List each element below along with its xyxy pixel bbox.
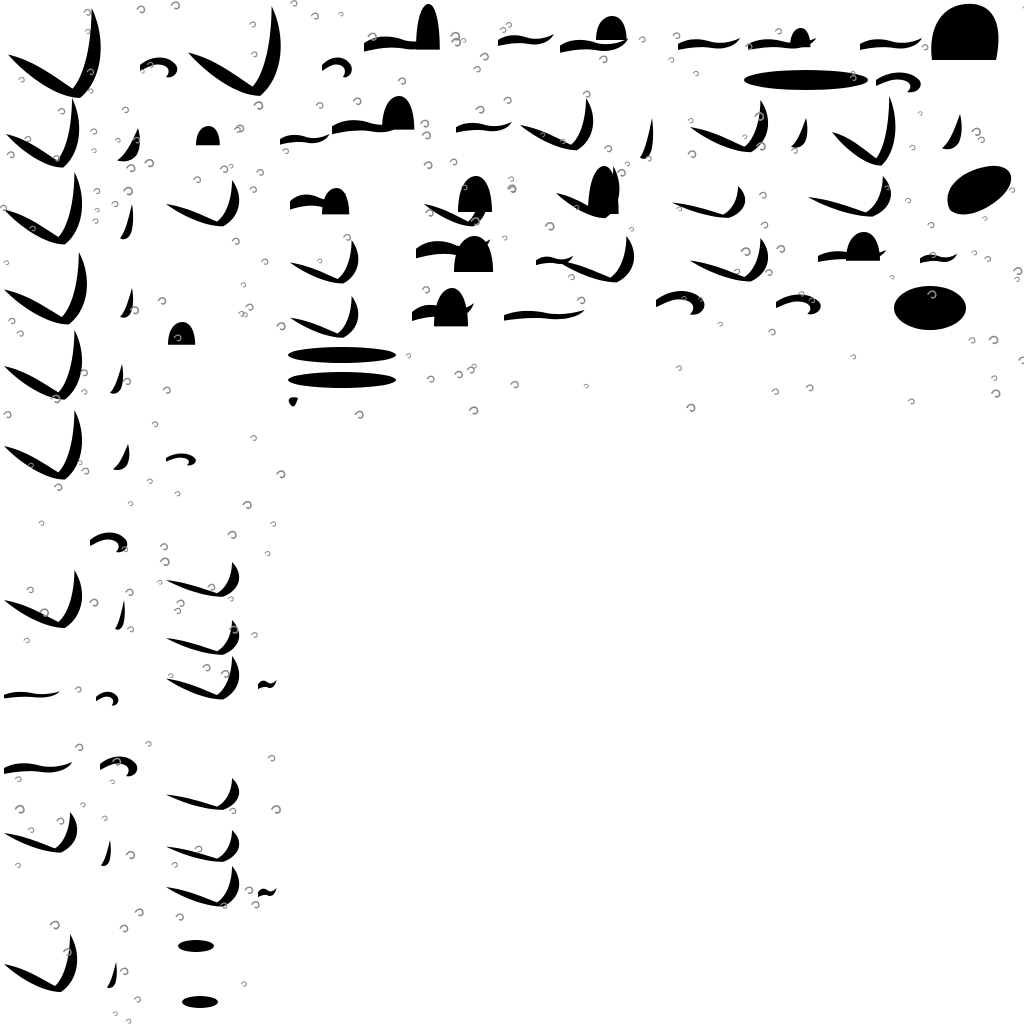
speck-curl <box>80 803 85 807</box>
inner-column <box>166 562 277 1008</box>
top-row-strip <box>8 4 998 98</box>
speck-curl <box>928 223 934 228</box>
speck-curl <box>455 371 462 377</box>
speck-curl <box>283 149 289 154</box>
speck-curl <box>113 1012 117 1016</box>
speck-curl <box>646 156 652 161</box>
speck-curl <box>272 806 280 813</box>
speck-curl <box>95 208 99 212</box>
large-blob-top <box>931 4 998 60</box>
speck-curl <box>600 56 607 62</box>
speck-curl <box>568 275 574 280</box>
speck-curl <box>991 376 996 380</box>
speck-curl <box>15 863 20 867</box>
speck-curl <box>890 275 894 279</box>
speck-curl <box>251 436 257 441</box>
speck-curl <box>152 422 158 427</box>
speck-curl <box>474 67 480 72</box>
speck-curl <box>257 170 264 175</box>
speck-curl <box>693 71 698 75</box>
speck-curl <box>918 112 922 116</box>
speck-curl <box>232 238 239 244</box>
speck-curl <box>175 492 180 496</box>
speck-curl <box>669 58 674 62</box>
speck-curl <box>203 665 210 671</box>
speck-curl <box>157 580 162 584</box>
disc-top <box>744 70 868 90</box>
speck-curl <box>265 551 270 555</box>
speck-curl <box>252 902 259 908</box>
left-column <box>4 410 196 992</box>
speck-curl <box>25 137 31 142</box>
speck-curl <box>220 166 227 172</box>
speck-curl <box>344 235 351 241</box>
speck-curl <box>7 152 14 158</box>
speck-curl <box>734 269 739 274</box>
speck-curl <box>353 98 360 104</box>
speck-curl <box>4 412 11 418</box>
speck-curl <box>163 387 170 393</box>
speck-curl <box>50 922 59 929</box>
speck-curl <box>908 399 914 404</box>
speck-curl <box>583 91 590 97</box>
speck-curl <box>508 177 513 181</box>
speck-curl <box>577 297 584 303</box>
speck-curl <box>509 187 516 193</box>
speck-curl <box>1014 277 1019 281</box>
speck-curl <box>277 323 285 330</box>
speck-curl <box>422 287 429 293</box>
speck-curl <box>127 165 135 172</box>
speck-curl <box>262 259 268 264</box>
speck-curl <box>765 270 772 276</box>
speck-curl <box>268 755 275 760</box>
speck-curl <box>450 159 457 164</box>
speck-curl <box>989 336 997 343</box>
speck-curl <box>120 968 127 974</box>
speck-curl <box>15 777 21 782</box>
speck-curl <box>467 367 474 373</box>
speck-curl <box>972 128 980 135</box>
speck-curl <box>676 366 681 370</box>
speck-curl <box>82 390 87 394</box>
speck-curl <box>791 148 797 153</box>
speck-curl <box>54 484 61 490</box>
speck-curl <box>229 164 233 168</box>
speck-curl <box>39 521 44 525</box>
speck-curl <box>24 638 29 642</box>
speck-curl <box>124 188 132 195</box>
speck-curl <box>398 78 405 84</box>
speck-curl <box>688 151 695 157</box>
speck-curl <box>639 37 645 42</box>
speck-curl <box>291 1 297 6</box>
speck-curl <box>355 411 363 417</box>
speck-curl <box>910 145 915 149</box>
speck-curl <box>85 29 90 33</box>
speck-curl <box>160 544 167 550</box>
speck-curl <box>277 471 285 478</box>
speck-curl <box>511 382 518 388</box>
speck-curl <box>1009 188 1014 192</box>
speck-curl <box>1019 357 1024 363</box>
speck-curl <box>140 70 144 74</box>
speck-curl <box>120 925 128 931</box>
speck-curl <box>983 217 987 221</box>
speck-curl <box>461 38 466 42</box>
speck-curl <box>177 600 184 606</box>
speck-curl <box>115 138 120 142</box>
speck-curl <box>208 584 215 590</box>
speck-curl <box>230 808 236 813</box>
speck-curl <box>316 103 323 108</box>
speck-curl <box>584 384 588 388</box>
speck-curl <box>806 385 813 391</box>
speck-curl <box>171 2 179 9</box>
speck-curl <box>271 522 276 526</box>
speck-curl <box>228 597 233 601</box>
speck-curl <box>424 162 432 168</box>
speck-curl <box>174 608 180 613</box>
speck-curl <box>604 146 611 152</box>
speck-curl <box>469 407 477 414</box>
speck-curl <box>777 246 785 252</box>
speck-curl <box>234 127 240 132</box>
speck-curl <box>128 502 133 506</box>
speck-curl <box>88 89 93 93</box>
speck-curl <box>451 33 459 40</box>
speck-curl <box>311 13 318 19</box>
speck-curl <box>500 28 506 33</box>
speck-curl <box>93 219 98 223</box>
speck-curl <box>625 162 630 166</box>
speck-curl <box>673 33 679 38</box>
speck-curl <box>422 132 430 138</box>
speck-curl <box>339 12 344 16</box>
speck-curl <box>4 261 9 265</box>
speck-curl <box>172 863 178 868</box>
speck-curl <box>160 558 168 565</box>
speck-curl <box>718 322 723 326</box>
speck-curl <box>15 806 24 813</box>
speck-curl <box>122 107 128 112</box>
speck-curl <box>112 202 118 207</box>
speck-curl <box>545 223 553 230</box>
speck-curl <box>317 259 322 263</box>
speck-curl <box>126 1019 131 1023</box>
speck-curl <box>426 210 433 216</box>
speck-curl <box>851 355 856 359</box>
speck-curl <box>84 10 91 15</box>
speck-curl <box>250 22 256 27</box>
speck-curl <box>506 23 512 28</box>
speck-curl <box>19 77 25 82</box>
speck-curl <box>476 107 484 113</box>
speck-curl <box>406 354 411 358</box>
large-blob-right <box>947 166 1011 215</box>
speck-curl <box>27 587 33 592</box>
speck-curl <box>90 129 96 134</box>
speck-curl <box>368 33 376 40</box>
speck-curl <box>168 674 173 678</box>
speck-curl <box>992 390 1000 397</box>
speck-curl <box>28 828 34 833</box>
speck-curl <box>228 532 236 539</box>
speck-curl <box>137 6 145 12</box>
speck-curl <box>145 160 153 167</box>
speck-curl <box>741 248 749 255</box>
speck-curl <box>17 331 23 336</box>
speck-curl <box>742 135 746 139</box>
speck-curl <box>135 909 143 915</box>
speck-curl <box>480 53 488 59</box>
speck-curl <box>102 816 107 820</box>
speck-curl <box>245 887 252 893</box>
speck-curl <box>146 742 151 746</box>
speck-curl <box>90 599 98 605</box>
speck-curl <box>94 189 100 194</box>
speck-curl <box>677 207 682 211</box>
speck-curl <box>195 846 202 851</box>
speck-curl <box>126 589 133 595</box>
speck-curl <box>427 376 434 382</box>
speck-curl <box>82 468 89 474</box>
speck-curl <box>128 627 134 632</box>
speck-curl <box>246 304 253 310</box>
speck-curl <box>9 318 15 323</box>
speck-curl <box>761 222 768 227</box>
disc-sprites <box>288 347 396 406</box>
speck-curl <box>978 137 984 142</box>
speck-curl <box>75 687 81 692</box>
speck-curl <box>77 461 82 465</box>
speck-curl <box>985 257 991 262</box>
speck-curl <box>241 283 246 287</box>
upper-band-row-5 <box>4 286 966 400</box>
speck-curl <box>110 780 115 784</box>
speck-curl <box>687 404 695 411</box>
speck-curl <box>972 251 977 255</box>
speck-curl <box>1014 268 1022 275</box>
speck-curl <box>629 227 634 231</box>
speck-curl <box>254 102 262 109</box>
speck-curl <box>772 389 778 394</box>
speck-curl <box>158 298 165 304</box>
speck-curl <box>508 185 516 192</box>
upper-band <box>6 96 962 168</box>
speck-curl <box>421 120 429 126</box>
speck-curl <box>251 52 257 57</box>
speck-curl <box>769 329 775 334</box>
speck-curl <box>504 97 511 103</box>
speck-curl <box>126 852 134 859</box>
speck-curl <box>243 502 251 509</box>
speck-curl <box>80 370 87 376</box>
speck-curl <box>617 170 625 176</box>
speck-curl <box>969 338 975 343</box>
speck-curl <box>194 177 201 183</box>
speck-curl <box>241 982 246 986</box>
speck-curl <box>250 187 256 192</box>
speck-curl <box>75 744 82 750</box>
speck-curl <box>0 205 6 210</box>
speck-curl <box>57 818 64 824</box>
speck-curl <box>147 479 152 483</box>
speck-curl <box>905 198 910 202</box>
speck-curl <box>922 45 928 50</box>
speck-curl <box>92 149 97 153</box>
speck-curl <box>759 192 766 198</box>
speck-curl <box>221 671 229 677</box>
speck-curl <box>123 378 130 384</box>
speck-curl <box>688 119 693 123</box>
speck-curl <box>775 29 781 34</box>
speck-curl <box>252 633 258 638</box>
speck-curl <box>502 236 507 240</box>
speck-curl <box>58 109 64 114</box>
speck-curl <box>176 914 183 920</box>
speck-curl <box>134 997 140 1002</box>
